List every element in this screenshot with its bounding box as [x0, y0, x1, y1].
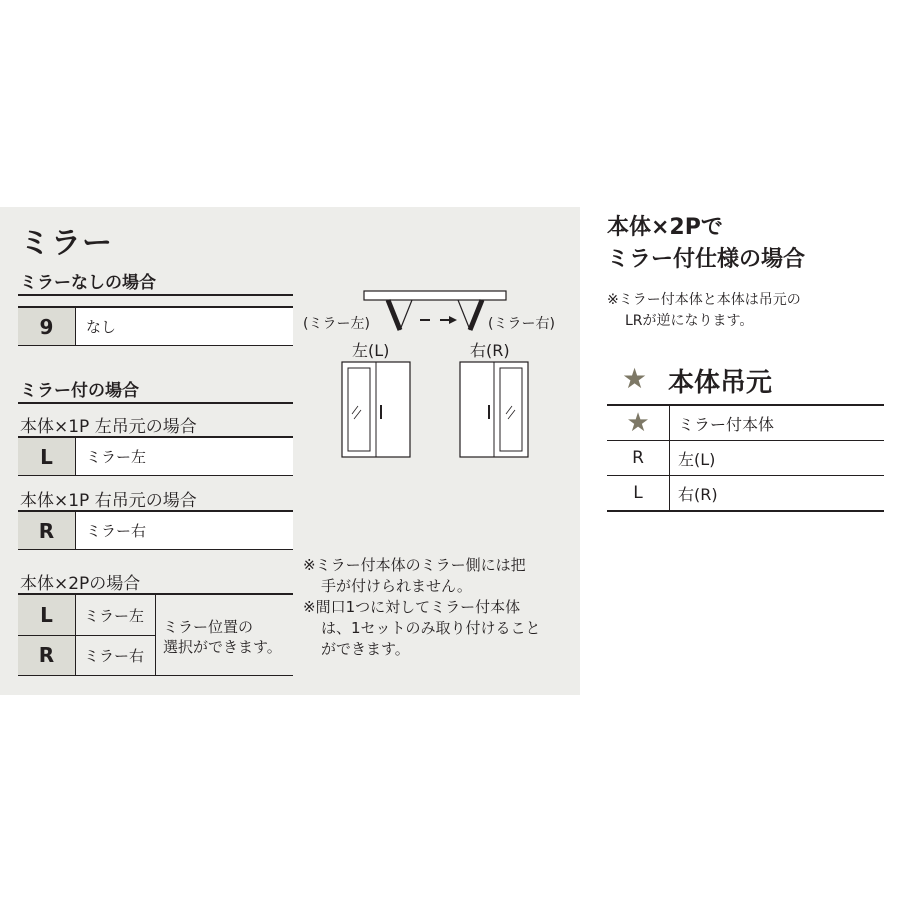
option-label: なし — [76, 308, 293, 345]
option-label: ミラー右 — [84, 646, 145, 665]
p2-note-line: ミラー位置の — [163, 618, 254, 636]
p2-table — [18, 593, 293, 676]
option-label: ミラー右 — [76, 512, 293, 549]
option-code: R — [18, 512, 76, 549]
left-handle — [380, 405, 382, 419]
option-label: ミラー左 — [84, 606, 145, 625]
right-title-line: ミラー付仕様の場合 — [607, 247, 806, 272]
star-icon: ★ — [622, 362, 648, 395]
option-code: R — [38, 643, 55, 667]
table-cell: R — [607, 441, 670, 475]
p2-title: 本体×2Pの場合 — [20, 574, 141, 594]
p2-note — [163, 617, 282, 657]
divider — [18, 294, 293, 296]
top-rail — [364, 291, 506, 300]
p1-left-title: 本体×1P 左吊元の場合 — [20, 417, 197, 437]
table-cell: ミラー付本体 — [678, 414, 775, 434]
option-row-9[interactable] — [18, 306, 293, 346]
note-line: ができます。 — [321, 640, 410, 658]
table-cell: 右(R) — [678, 484, 718, 504]
section-heading: ミラー — [20, 226, 113, 261]
option-code: L — [18, 438, 76, 475]
left-door-plan — [388, 300, 400, 330]
right-note — [607, 290, 801, 332]
p2-note-line: 選択ができます。 — [163, 638, 282, 656]
right-door-plan — [470, 300, 482, 330]
mirror-left-label: (ミラー左) — [303, 316, 370, 332]
table-cell: 左(L) — [678, 449, 716, 469]
left-door-label: 左(L) — [352, 341, 390, 360]
right-door-label: 右(R) — [470, 341, 510, 360]
right-handle — [488, 405, 490, 419]
note-line: ※ミラー付本体のミラー側には把 — [303, 556, 526, 574]
p1-right-title: 本体×1P 右吊元の場合 — [20, 491, 197, 511]
option-row-l[interactable] — [18, 436, 293, 476]
table-row — [607, 441, 884, 476]
with-mirror-title: ミラー付の場合 — [20, 381, 139, 401]
note-line: ※間口1つに対してミラー付本体 — [303, 598, 521, 616]
right-note-line: LRが逆になります。 — [625, 313, 754, 329]
star-icon: ★ — [607, 406, 670, 440]
note-line: は、1セットのみ取り付けること — [321, 619, 541, 637]
option-label: ミラー左 — [76, 438, 293, 475]
divider — [18, 402, 293, 404]
right-note-line: ※ミラー付本体と本体は吊元の — [607, 292, 801, 308]
mirror-right-label: (ミラー右) — [488, 316, 555, 332]
hinge-table — [607, 404, 884, 512]
table-cell: L — [607, 476, 670, 510]
table-row — [607, 404, 884, 441]
arrow-head — [449, 316, 457, 324]
no-mirror-title: ミラーなしの場合 — [20, 273, 156, 293]
option-code: 9 — [18, 308, 76, 345]
note-line: 手が付けられません。 — [321, 577, 472, 595]
option-code: L — [40, 603, 53, 627]
divider — [155, 595, 156, 675]
table-row — [607, 476, 884, 512]
right-title-line: 本体×2Pで — [607, 215, 723, 240]
hinge-section-title: 本体吊元 — [668, 368, 773, 398]
option-row-r[interactable] — [18, 510, 293, 550]
diagram-notes — [303, 555, 541, 660]
right-title — [607, 212, 805, 276]
